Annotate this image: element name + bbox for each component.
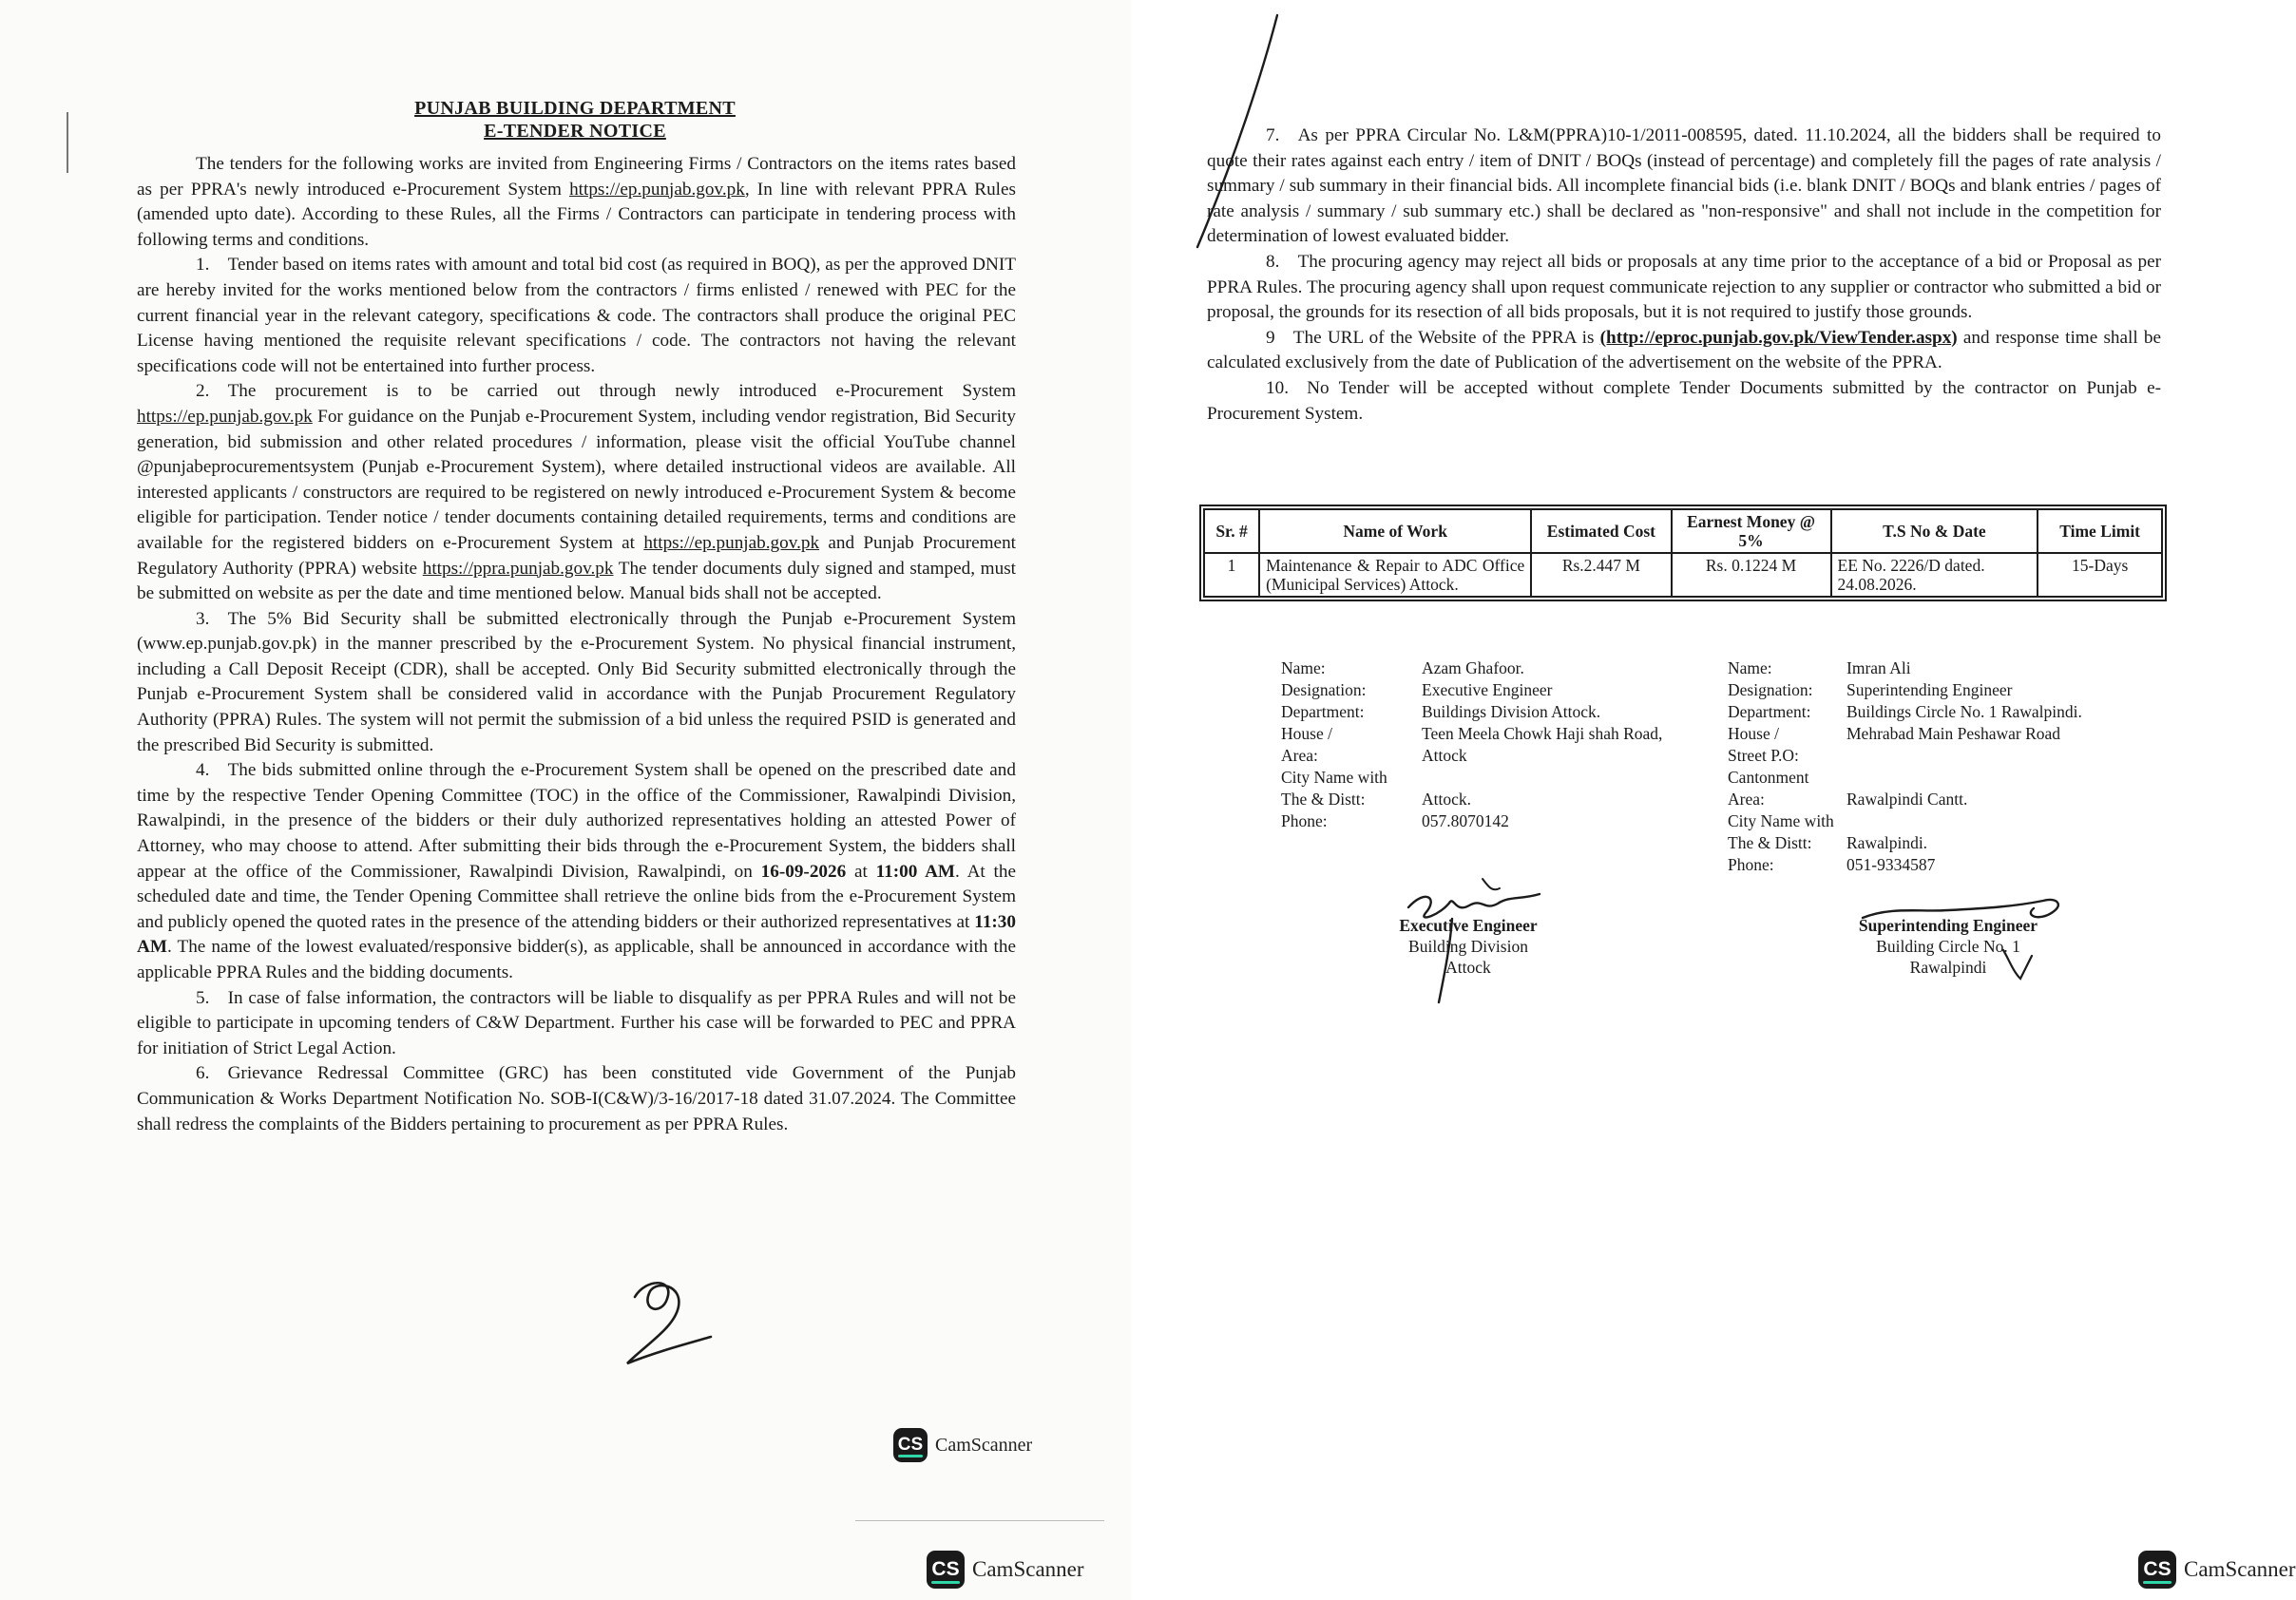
contact-label: Name: (1728, 658, 1772, 677)
contact-label: Department: (1281, 702, 1365, 721)
cell-sr: 1 (1204, 553, 1259, 597)
contact-row (1728, 679, 2082, 701)
clause-6: 6. Grievance Redressal Committee (GRC) has been constituted vide Government of the Punjab Communication & Works Department Notification No. SOB-I(C&W)/3-16/2017-18 dated 31.07.2024. The Committee shall redress the complaints of the Bidders pertaining to procurement as per PPRA Rules. (137, 1063, 1016, 1134)
ppra-link[interactable]: https://ppra.punjab.gov.pk (422, 558, 614, 579)
contact-label: Area: (1281, 746, 1318, 765)
table-row (1204, 553, 2162, 597)
signatory-station: Rawalpindi (1909, 958, 1987, 977)
contact-row (1281, 701, 1662, 723)
signature-block-left (1373, 915, 1563, 978)
contact-label: City Name with (1281, 768, 1387, 787)
contact-value: Attock. (1422, 790, 1472, 809)
contact-row (1281, 767, 1662, 789)
camscanner-label: CamScanner (2184, 1557, 2296, 1581)
notice-body-right (1207, 124, 2161, 427)
camscanner-badge-bottom-right (2138, 1551, 2296, 1589)
col-header-ts: T.S No & Date (1831, 509, 2038, 553)
contact-row (1281, 657, 1662, 679)
tender-table (1203, 508, 2163, 598)
clause-2-text-4: The tender documents duly signed and stamped, must be submitted on website as per the date and time mentioned below. Manual bids shall not be accepted. (137, 558, 1017, 604)
contact-label: Area: (1728, 790, 1765, 809)
eproc-link[interactable]: (http://eproc.punjab.gov.pk/ViewTender.aspx) (1599, 327, 1958, 348)
clause-4 (137, 758, 1016, 985)
contact-value: Azam Ghafoor. (1422, 658, 1524, 677)
camscanner-badge-bottom-left (927, 1551, 1084, 1589)
contact-value: Buildings Circle No. 1 Rawalpindi. (1846, 702, 2082, 721)
signatory-title: Superintending Engineer (1858, 916, 2038, 935)
contact-value: Superintending Engineer (1846, 680, 2013, 699)
clause-2-text-3: and Punjab Procurement Regulatory Authority (PPRA) website (137, 532, 1016, 579)
contact-value: Rawalpindi Cantt. (1846, 790, 1968, 809)
contact-row (1728, 745, 2082, 767)
clause-2 (137, 379, 1016, 606)
clause-9-text-2: and response time shall be calculated exclusively from the date of Publication of the advertisement on the website of the PPRA. (1207, 327, 2161, 373)
contact-row (1728, 832, 2082, 854)
signature-block-right (1829, 915, 2067, 978)
col-header-earnest: Earnest Money @ 5% (1672, 509, 1831, 553)
notice-title: E-TENDER NOTICE (484, 121, 666, 142)
contact-value: Rawalpindi. (1846, 833, 1928, 852)
camscanner-icon: CS (927, 1551, 965, 1589)
signatory-title: Executive Engineer (1399, 916, 1538, 935)
contact-row (1281, 789, 1662, 810)
contact-row (1281, 745, 1662, 767)
contact-value: Imran Ali (1846, 658, 1911, 677)
col-header-name: Name of Work (1259, 509, 1531, 553)
opening-time: 11:00 AM (875, 861, 956, 882)
contact-row (1728, 854, 2082, 876)
contact-label: The & Distt: (1728, 833, 1812, 852)
contact-label: Phone: (1728, 855, 1774, 874)
contact-value: Executive Engineer (1422, 680, 1553, 699)
clause-5: 5. In case of false information, the contractors will be liable to disqualify as per PPRA Rules and will not be eligible to participate in upcoming tenders of C&W Department. Further his case will be forwarded to PEC and PPRA for initiation of Strict Legal Action. (137, 987, 1016, 1058)
cell-estimated-cost: Rs.2.447 M (1531, 553, 1671, 597)
clause-3: 3. The 5% Bid Security shall be submitted electronically through the Punjab e-Procurement System (www.ep.punjab.gov.pk) in the manner prescribed by the e-Procurement System. No physical financial instrument, including a Call Deposit Receipt (CDR), shall be accepted. Only Bid Security submitted electronically through the Punjab e-Procurement System shall be considered valid in accordance with the Punjab Procurement Regulatory Authority (PPRA) Rules. The system will not permit the submission of a bid unless the required PSID is generated and the prescribed Bid Security is submitted. (137, 608, 1016, 755)
contact-value: Buildings Division Attock. (1422, 702, 1601, 721)
rates-opening-time: 11:30 AM (137, 911, 1016, 958)
scan-edge-mark (67, 112, 68, 173)
signatory-office: Building Circle No. 1 (1876, 937, 2020, 956)
contact-row (1728, 767, 2082, 789)
cell-earnest-money: Rs. 0.1224 M (1672, 553, 1831, 597)
intro-paragraph (137, 152, 1016, 253)
contact-label: The & Distt: (1281, 790, 1366, 809)
contact-row (1728, 810, 2082, 832)
contact-row (1728, 723, 2082, 745)
contact-value: 051-9334587 (1846, 855, 1936, 874)
clause-1: 1. Tender based on items rates with amount and total bid cost (as required in BOQ), as per the approved DNIT are hereby invited for the works mentioned below from the contractors / firms enlisted / renewed with PEC for the current financial year in the relevant category, specifications & code. The contractors shall produce the original PEC License having mentioned the requisite relevant specifications / code. The contractors not having the relevant specifications code will not be entertained into further process. (137, 255, 1016, 376)
contact-value: Mehrabad Main Peshawar Road (1846, 724, 2061, 743)
contact-row (1728, 701, 2082, 723)
clause-2-text: 2. The procurement is to be carried out through newly introduced e-Procurement System (196, 381, 1016, 402)
clause-9 (1207, 326, 2161, 376)
cell-name-of-work: Maintenance & Repair to ADC Office (Municipal Services) Attock. (1259, 553, 1531, 597)
table-header-row (1204, 509, 2162, 553)
contact-row (1728, 657, 2082, 679)
clause-10: 10. No Tender will be accepted without complete Tender Documents submitted by the contractor on Punjab e-Procurement System. (1207, 377, 2161, 424)
contact-label: Cantonment (1728, 768, 1809, 787)
ep-link[interactable]: https://ep.punjab.gov.pk (137, 406, 313, 427)
ep-link[interactable]: https://ep.punjab.gov.pk (643, 532, 820, 553)
contact-row (1281, 810, 1662, 832)
clause-4-text: 4. The bids submitted online through the e-Procurement System shall be opened on the prescribed date and time by the respective Tender Opening Committee (TOC) in the office of the Commissioner, Rawalpindi Division, Rawalpindi, in the presence of the bidders or their duly authorized representatives holding an attested Power of Attorney, who may choose to attend. After submitting their bids through the e-Procurement System, the bidders shall appear at the office of the Commissioner, Rawalpindi Division, Rawalpindi, on (137, 760, 1016, 882)
contact-row (1281, 679, 1662, 701)
clause-4-text-3: . At the scheduled date and time, the Tender Opening Committee shall retrieve the online bids from the e-Procurement System and publicly opened the quoted rates in the presence of the attending bidders or their authorized representatives at (137, 861, 1016, 932)
contact-row (1281, 723, 1662, 745)
contact-label: City Name with (1728, 811, 1834, 830)
page-right (1131, 0, 2296, 1600)
handwritten-initial (608, 1268, 722, 1373)
contact-label: Department: (1728, 702, 1811, 721)
scan-edge-line (855, 1520, 1104, 1521)
clause-7: 7. As per PPRA Circular No. L&M(PPRA)10-1/2011-008595, dated. 11.10.2024, all the bidders shall be required to quote their rates against each entry / item of DNIT / BOQs (instead of percentage) and completely fill the pages of rate analysis / summary / sub summary in their financial bids. All incomplete financial bids (i.e. blank DNIT / BOQs and blank entries / pages of rate analysis / summary / sub summary etc.) shall be declared as "non-responsive" and shall not include in the competition for determination of lowest evaluated bidder. (1207, 125, 2161, 247)
contact-label: Street P.O: (1728, 746, 1799, 765)
clause-4-text-4: . The name of the lowest evaluated/responsive bidder(s), as applicable, shall be announced in accordance with the applicable PPRA Rules and the bidding documents. (137, 937, 1016, 982)
camscanner-icon: CS (2138, 1551, 2176, 1589)
contact-label: Designation: (1728, 680, 1813, 699)
clause-4-text-2: at (846, 861, 876, 882)
col-header-time: Time Limit (2038, 509, 2162, 553)
col-header-cost: Estimated Cost (1531, 509, 1671, 553)
ep-link[interactable]: https://ep.punjab.gov.pk (569, 179, 745, 200)
contact-superintending-engineer (1728, 657, 2082, 876)
contact-label: Name: (1281, 658, 1326, 677)
camscanner-badge (893, 1428, 1032, 1462)
contact-value: Teen Meela Chowk Haji shah Road, (1422, 724, 1663, 743)
cell-ts-no-date: EE No. 2226/D dated. 24.08.2026. (1831, 553, 2038, 597)
clause-2-text-2: For guidance on the Punjab e-Procurement System, including vendor registration, Bid Security generation, bid submission and other related procedures / information, please visit the official YouTube channel @punjabeprocurementsystem (Punjab e-Procurement System), where detailed instructional videos are available. All interested applicants / constructors are required to be registered on newly introduced e-Procurement System & become eligible for participation. Tender notice / tender documents containing detailed requirements, terms and conditions are available for the registered bidders on e-Procurement System at (137, 406, 1016, 553)
contact-label: Designation: (1281, 680, 1367, 699)
page-left (0, 0, 1131, 1600)
cell-time-limit: 15-Days (2038, 553, 2162, 597)
signatory-office: Building Division (1408, 937, 1528, 956)
camscanner-icon: CS (893, 1428, 928, 1462)
contact-row (1728, 789, 2082, 810)
camscanner-label: CamScanner (935, 1434, 1033, 1456)
camscanner-label: CamScanner (972, 1557, 1084, 1581)
contact-label: House / (1728, 724, 1779, 743)
clause-8: 8. The procuring agency may reject all bids or proposals at any time prior to the acceptance of a bid or Proposal as per PPRA Rules. The procuring agency shall upon request communicate rejection to any supplier or contractor who submitted a bid or proposal, the grounds for its resection of all bids proposals, but it is not required to justify those grounds. (1207, 251, 2161, 323)
contact-label: Phone: (1281, 811, 1328, 830)
contact-label: House / (1281, 724, 1332, 743)
org-heading: PUNJAB BUILDING DEPARTMENT (414, 98, 736, 119)
col-header-sr: Sr. # (1204, 509, 1259, 553)
clause-9-text: 9 The URL of the Website of the PPRA is (1266, 327, 1600, 348)
contact-value: Attock (1422, 746, 1467, 765)
notice-body-left (137, 152, 1016, 1137)
contact-value: 057.8070142 (1422, 811, 1509, 830)
intro-text-2: , In line with relevant PPRA Rules (amended upto date). According to these Rules, all the Firms / Contractors can participate in tendering process with following terms and conditions. (137, 179, 1016, 250)
intro-text: The tenders for the following works are invited from Engineering Firms / Contractors on the items rates based as per PPRA's newly introduced e-Procurement System (137, 154, 1016, 200)
opening-date: 16-09-2026 (760, 861, 847, 882)
signatory-station: Attock (1445, 958, 1491, 977)
contact-executive-engineer (1281, 657, 1662, 832)
